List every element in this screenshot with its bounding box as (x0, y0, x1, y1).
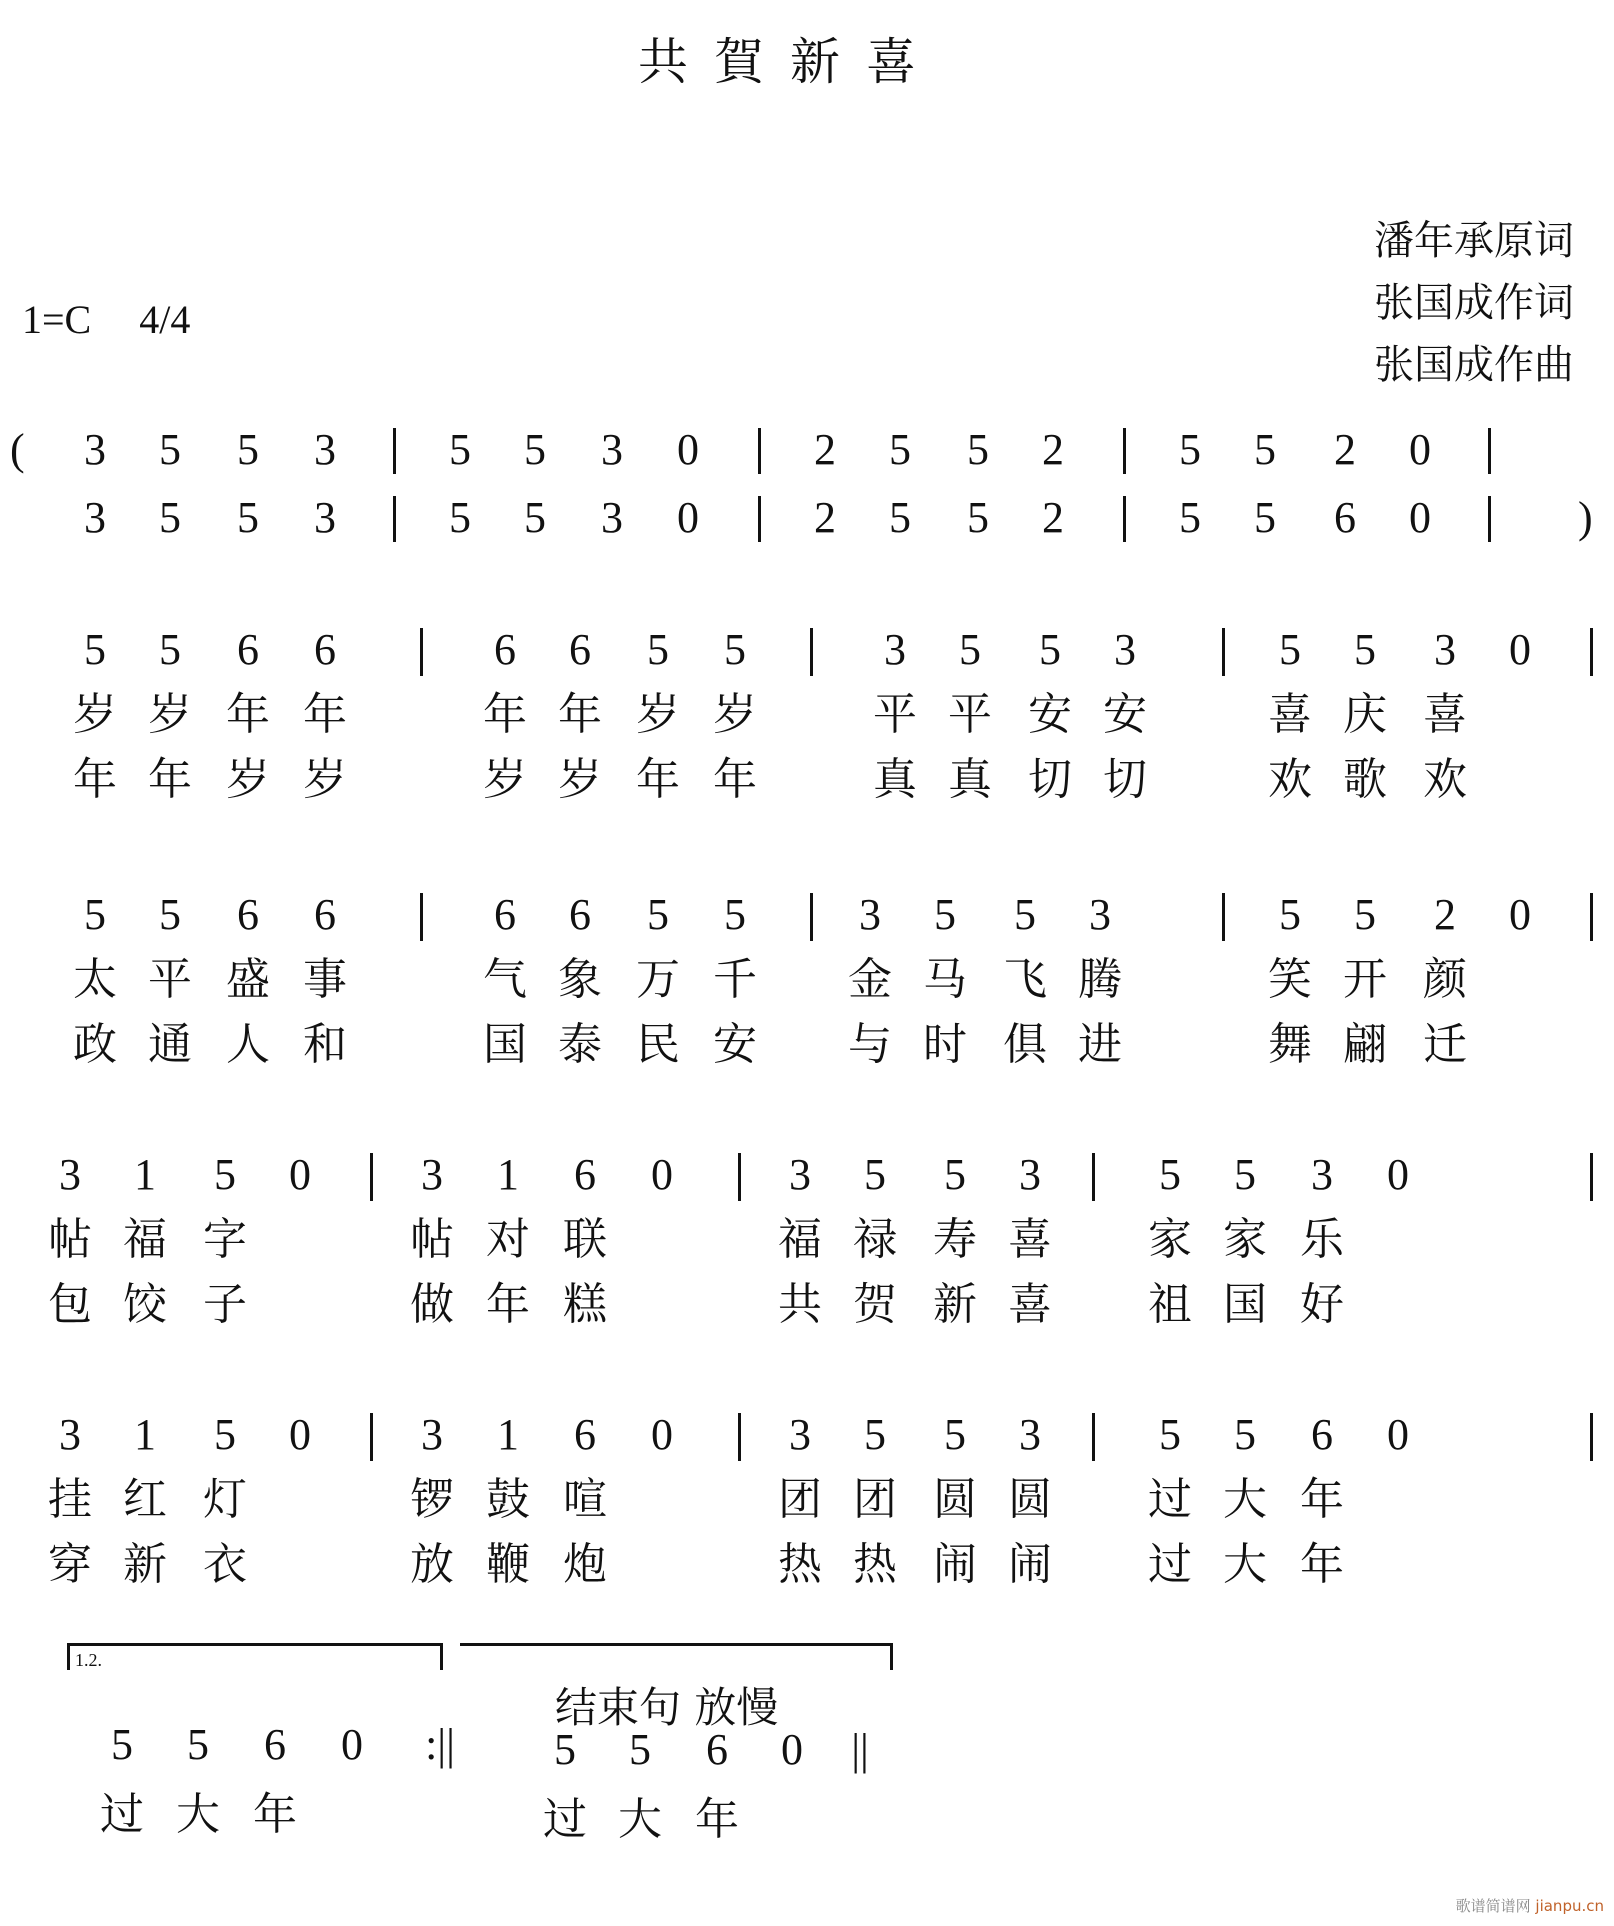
note: 5 (864, 1150, 886, 1199)
lyric-verse-1: 岁 (73, 689, 117, 740)
lyric-verse-2: 岁 (226, 754, 270, 805)
lyric-verse-1: 安 (1028, 689, 1072, 740)
note: 5 (629, 1725, 651, 1774)
note: 0 (651, 1150, 673, 1199)
note: 1 (497, 1410, 519, 1459)
lyric-verse-2: 好 (1300, 1279, 1344, 1330)
note: 5 (864, 1410, 886, 1459)
barline (810, 893, 813, 941)
barline (1092, 1153, 1095, 1201)
lyric-verse-2: 年 (73, 754, 117, 805)
lyric-verse-2: 真 (873, 754, 917, 805)
lyric-verse-2: 时 (923, 1019, 967, 1070)
note: 0 (1509, 890, 1531, 939)
lyric-verse-2: 年 (1300, 1539, 1344, 1590)
credit-lyricist: 张国成作词 (1374, 280, 1574, 326)
intro-open-paren: ( (10, 425, 25, 474)
note: 6 (314, 625, 336, 674)
lyric-verse-1: 寿 (933, 1214, 977, 1265)
lyric-ending: 过 (543, 1794, 587, 1845)
lyric-verse-2: 岁 (303, 754, 347, 805)
note: 5 (237, 493, 259, 542)
note: 3 (1311, 1150, 1333, 1199)
lyric-verse-2: 歌 (1343, 754, 1387, 805)
lyric-verse-1: 年 (226, 689, 270, 740)
note: 5 (524, 493, 546, 542)
lyric-verse-1: 安 (1103, 689, 1147, 740)
lyric-ending: 过 (100, 1789, 144, 1840)
lyric-verse-2: 放 (410, 1539, 454, 1590)
note: 3 (1089, 890, 1111, 939)
note: 3 (1019, 1150, 1041, 1199)
lyric-verse-2: 鞭 (486, 1539, 530, 1590)
note: 1 (134, 1410, 156, 1459)
barline (758, 496, 761, 542)
lyric-verse-2: 欢 (1268, 754, 1312, 805)
note: 5 (724, 890, 746, 939)
note: 5 (1354, 625, 1376, 674)
note: 5 (159, 890, 181, 939)
lyric-verse-2: 民 (636, 1019, 680, 1070)
volta-bracket-final (460, 1643, 893, 1670)
note: 5 (1159, 1150, 1181, 1199)
note: 3 (884, 625, 906, 674)
barline (393, 496, 396, 542)
note: 5 (159, 493, 181, 542)
lyric-verse-2: 共 (778, 1279, 822, 1330)
note: 6 (264, 1720, 286, 1769)
note: 5 (237, 425, 259, 474)
note: 3 (601, 425, 623, 474)
note: 5 (554, 1725, 576, 1774)
note: 6 (314, 890, 336, 939)
credits (1374, 210, 1574, 396)
note: 0 (289, 1410, 311, 1459)
note: 5 (111, 1720, 133, 1769)
note: 5 (934, 890, 956, 939)
lyric-verse-1: 千 (713, 954, 757, 1005)
lyric-verse-2: 舞 (1268, 1019, 1312, 1070)
intro-close-paren: ) (1578, 493, 1593, 542)
lyric-verse-1: 帖 (48, 1214, 92, 1265)
note: 5 (647, 890, 669, 939)
repeat-end-barline: :|| (425, 1720, 455, 1769)
barline (420, 628, 423, 676)
note: 5 (889, 425, 911, 474)
note: 1 (497, 1150, 519, 1199)
lyric-verse-1: 开 (1343, 954, 1387, 1005)
barline (393, 428, 396, 474)
note: 5 (84, 890, 106, 939)
note: 3 (1434, 625, 1456, 674)
barline (1123, 496, 1126, 542)
note: 5 (944, 1410, 966, 1459)
note: 5 (724, 625, 746, 674)
lyric-ending: 年 (695, 1794, 739, 1845)
note: 2 (1042, 493, 1064, 542)
note: 3 (59, 1410, 81, 1459)
lyric-verse-1: 过 (1148, 1474, 1192, 1525)
lyric-verse-2: 热 (853, 1539, 897, 1590)
note: 5 (214, 1150, 236, 1199)
note: 6 (1311, 1410, 1333, 1459)
lyric-verse-1: 事 (303, 954, 347, 1005)
note: 0 (677, 425, 699, 474)
note: 3 (59, 1150, 81, 1199)
note: 0 (1387, 1150, 1409, 1199)
note: 5 (1014, 890, 1036, 939)
lyric-verse-2: 安 (713, 1019, 757, 1070)
note: 3 (314, 493, 336, 542)
note: 6 (494, 625, 516, 674)
lyric-verse-1: 乐 (1300, 1214, 1344, 1265)
lyric-verse-1: 福 (778, 1214, 822, 1265)
note: 3 (1114, 625, 1136, 674)
note: 0 (781, 1725, 803, 1774)
barline (1123, 428, 1126, 474)
note: 3 (84, 425, 106, 474)
lyric-verse-2: 真 (948, 754, 992, 805)
note: 5 (449, 493, 471, 542)
lyric-verse-2: 新 (123, 1539, 167, 1590)
lyric-verse-2: 泰 (558, 1019, 602, 1070)
note: 6 (569, 625, 591, 674)
note: 0 (677, 493, 699, 542)
lyric-verse-2: 年 (148, 754, 192, 805)
lyric-verse-1: 圆 (1008, 1474, 1052, 1525)
lyric-verse-2: 欢 (1423, 754, 1467, 805)
barline (1488, 496, 1491, 542)
note: 5 (967, 425, 989, 474)
note: 5 (1254, 425, 1276, 474)
note: 3 (1019, 1410, 1041, 1459)
lyric-verse-1: 对 (486, 1214, 530, 1265)
volta-bracket-1 (67, 1643, 443, 1670)
note: 5 (524, 425, 546, 474)
note: 5 (84, 625, 106, 674)
note: 5 (1279, 625, 1301, 674)
barline (1590, 1153, 1593, 1201)
note: 6 (706, 1725, 728, 1774)
note: 3 (601, 493, 623, 542)
barline (1488, 428, 1491, 474)
note: 6 (237, 890, 259, 939)
note: 5 (1279, 890, 1301, 939)
note: 1 (134, 1150, 156, 1199)
lyric-verse-2: 新 (933, 1279, 977, 1330)
lyric-verse-2: 年 (636, 754, 680, 805)
lyric-verse-2: 俱 (1003, 1019, 1047, 1070)
note: 2 (1334, 425, 1356, 474)
note: 5 (1354, 890, 1376, 939)
note: 0 (1409, 493, 1431, 542)
note: 3 (859, 890, 881, 939)
note: 5 (1039, 625, 1061, 674)
barline (370, 1153, 373, 1201)
lyric-verse-1: 腾 (1078, 954, 1122, 1005)
note: 3 (84, 493, 106, 542)
final-barline: || (851, 1725, 869, 1774)
lyric-verse-2: 与 (848, 1019, 892, 1070)
lyric-verse-2: 喜 (1008, 1279, 1052, 1330)
barline (738, 1413, 741, 1461)
lyric-verse-1: 字 (203, 1214, 247, 1265)
lyric-ending: 大 (618, 1794, 662, 1845)
lyric-verse-2: 饺 (123, 1279, 167, 1330)
lyric-verse-1: 喜 (1423, 689, 1467, 740)
lyric-verse-1: 太 (73, 954, 117, 1005)
lyric-verse-1: 团 (778, 1474, 822, 1525)
note: 5 (1179, 493, 1201, 542)
note: 0 (289, 1150, 311, 1199)
lyric-verse-1: 灯 (203, 1474, 247, 1525)
lyric-verse-2: 衣 (203, 1539, 247, 1590)
key-signature: 1=C (22, 297, 92, 342)
credit-original-lyricist: 潘年承原词 (1374, 218, 1574, 264)
note: 5 (449, 425, 471, 474)
barline (1222, 628, 1225, 676)
lyric-verse-2: 人 (226, 1019, 270, 1070)
note: 3 (314, 425, 336, 474)
note: 5 (1179, 425, 1201, 474)
lyric-verse-2: 岁 (483, 754, 527, 805)
lyric-verse-1: 锣 (410, 1474, 454, 1525)
note: 5 (214, 1410, 236, 1459)
note: 0 (341, 1720, 363, 1769)
note: 2 (814, 493, 836, 542)
lyric-verse-2: 年 (486, 1279, 530, 1330)
lyric-verse-1: 年 (303, 689, 347, 740)
note: 5 (187, 1720, 209, 1769)
note: 6 (1334, 493, 1356, 542)
lyric-verse-1: 笑 (1268, 954, 1312, 1005)
note: 0 (1409, 425, 1431, 474)
lyric-verse-1: 庆 (1343, 689, 1387, 740)
lyric-verse-1: 象 (558, 954, 602, 1005)
watermark: 歌谱简谱网 jianpu.cn (1455, 1897, 1604, 1915)
barline (420, 893, 423, 941)
lyric-verse-2: 国 (483, 1019, 527, 1070)
note: 5 (889, 493, 911, 542)
lyric-verse-2: 国 (1223, 1279, 1267, 1330)
lyric-verse-1: 颜 (1423, 954, 1467, 1005)
lyric-verse-2: 政 (73, 1019, 117, 1070)
credit-composer: 张国成作曲 (1374, 342, 1574, 388)
lyric-verse-1: 喜 (1268, 689, 1312, 740)
note: 5 (944, 1150, 966, 1199)
lyric-verse-2: 穿 (48, 1539, 92, 1590)
barline (1092, 1413, 1095, 1461)
song-title: 共賀新喜 (638, 33, 942, 91)
lyric-verse-2: 翩 (1343, 1019, 1387, 1070)
lyric-verse-1: 家 (1148, 1214, 1192, 1265)
lyric-verse-2: 切 (1103, 754, 1147, 805)
lyric-verse-2: 和 (303, 1019, 347, 1070)
note: 5 (1234, 1150, 1256, 1199)
lyric-verse-1: 年 (558, 689, 602, 740)
lyric-verse-2: 闹 (1008, 1539, 1052, 1590)
lyric-verse-2: 迁 (1423, 1019, 1467, 1070)
lyric-verse-1: 家 (1223, 1214, 1267, 1265)
barline (370, 1413, 373, 1461)
note: 5 (159, 425, 181, 474)
lyric-verse-2: 祖 (1148, 1279, 1192, 1330)
note: 6 (574, 1150, 596, 1199)
lyric-verse-1: 联 (563, 1214, 607, 1265)
lyric-verse-1: 盛 (226, 954, 270, 1005)
barline (1590, 893, 1593, 941)
ending-instruction: 结束句 放慢 (555, 1683, 779, 1732)
lyric-verse-1: 大 (1223, 1474, 1267, 1525)
lyric-verse-1: 万 (636, 954, 680, 1005)
note: 5 (1234, 1410, 1256, 1459)
lyric-verse-1: 福 (123, 1214, 167, 1265)
lyric-verse-1: 平 (873, 689, 917, 740)
barline (738, 1153, 741, 1201)
lyric-verse-2: 做 (410, 1279, 454, 1330)
note: 3 (789, 1150, 811, 1199)
lyric-verse-2: 大 (1223, 1539, 1267, 1590)
note: 5 (159, 625, 181, 674)
note: 0 (1509, 625, 1531, 674)
lyric-verse-1: 岁 (148, 689, 192, 740)
lyric-verse-2: 贺 (853, 1279, 897, 1330)
lyric-verse-1: 红 (123, 1474, 167, 1525)
lyric-verse-1: 团 (853, 1474, 897, 1525)
lyric-ending: 年 (253, 1789, 297, 1840)
lyric-verse-2: 热 (778, 1539, 822, 1590)
lyric-verse-2: 过 (1148, 1539, 1192, 1590)
note: 6 (569, 890, 591, 939)
note: 6 (574, 1410, 596, 1459)
lyric-verse-2: 进 (1078, 1019, 1122, 1070)
note: 3 (421, 1150, 443, 1199)
lyric-verse-1: 岁 (636, 689, 680, 740)
note: 5 (959, 625, 981, 674)
lyric-ending: 大 (176, 1789, 220, 1840)
lyric-verse-1: 圆 (933, 1474, 977, 1525)
lyric-verse-1: 岁 (713, 689, 757, 740)
barline (1590, 628, 1593, 676)
barline (758, 428, 761, 474)
lyric-verse-1: 鼓 (486, 1474, 530, 1525)
lyric-verse-2: 年 (713, 754, 757, 805)
note: 3 (421, 1410, 443, 1459)
lyric-verse-1: 金 (848, 954, 892, 1005)
lyric-verse-1: 帖 (410, 1214, 454, 1265)
barline (810, 628, 813, 676)
note: 2 (814, 425, 836, 474)
note: 3 (789, 1410, 811, 1459)
lyric-verse-2: 切 (1028, 754, 1072, 805)
lyric-verse-1: 飞 (1003, 954, 1047, 1005)
note: 0 (1387, 1410, 1409, 1459)
lyric-verse-2: 通 (148, 1019, 192, 1070)
barline (1590, 1413, 1593, 1461)
note: 5 (1254, 493, 1276, 542)
barline (1222, 893, 1225, 941)
lyric-verse-1: 平 (948, 689, 992, 740)
lyric-verse-2: 岁 (558, 754, 602, 805)
volta-label: 1.2. (75, 1650, 102, 1670)
lyric-verse-1: 喧 (563, 1474, 607, 1525)
lyric-verse-2: 子 (203, 1279, 247, 1330)
lyric-verse-2: 糕 (563, 1279, 607, 1330)
lyric-verse-1: 挂 (48, 1474, 92, 1525)
lyric-verse-2: 炮 (563, 1539, 607, 1590)
note: 2 (1042, 425, 1064, 474)
note: 6 (237, 625, 259, 674)
lyric-verse-1: 马 (923, 954, 967, 1005)
lyric-verse-1: 喜 (1008, 1214, 1052, 1265)
note: 6 (494, 890, 516, 939)
lyric-verse-1: 年 (483, 689, 527, 740)
note: 5 (1159, 1410, 1181, 1459)
note: 5 (647, 625, 669, 674)
lyric-verse-1: 气 (483, 954, 527, 1005)
key-and-time (22, 296, 228, 343)
lyric-verse-2: 闹 (933, 1539, 977, 1590)
time-signature: 4/4 (139, 297, 191, 342)
lyric-verse-1: 年 (1300, 1474, 1344, 1525)
note: 5 (967, 493, 989, 542)
lyric-verse-1: 禄 (853, 1214, 897, 1265)
lyric-verse-1: 平 (148, 954, 192, 1005)
note: 0 (651, 1410, 673, 1459)
note: 2 (1434, 890, 1456, 939)
lyric-verse-2: 包 (48, 1279, 92, 1330)
